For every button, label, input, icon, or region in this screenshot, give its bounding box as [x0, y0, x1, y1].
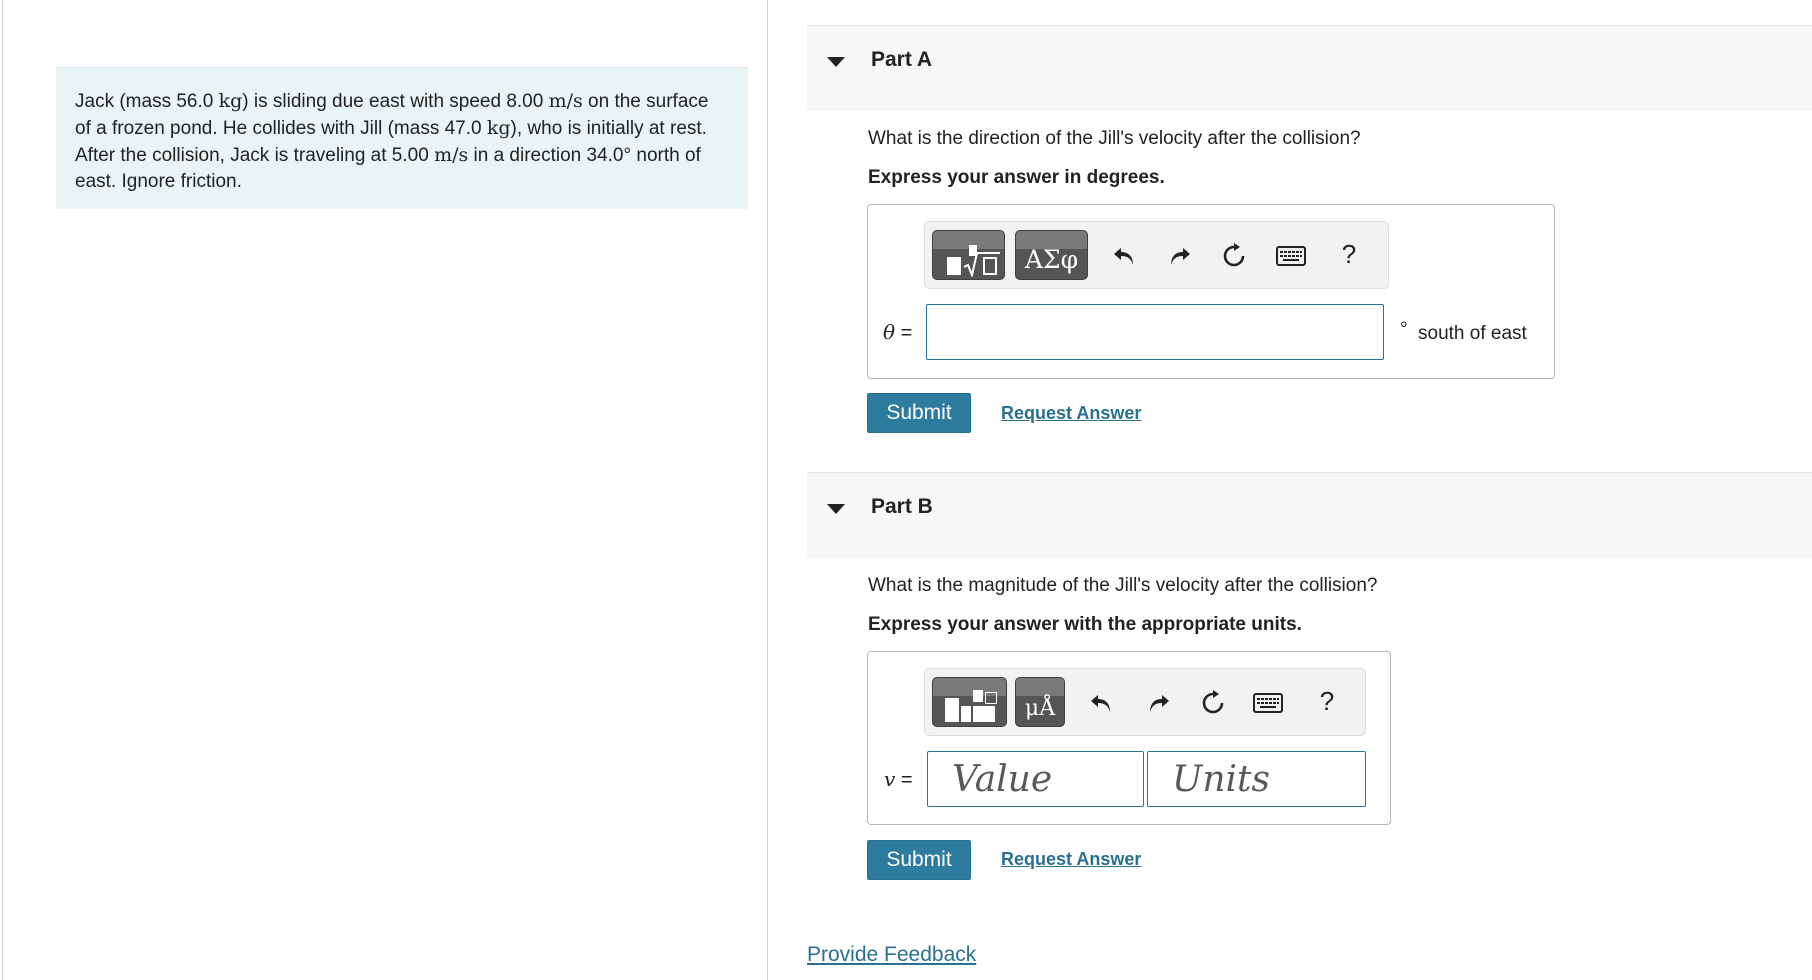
keyboard-icon[interactable] — [1274, 239, 1308, 273]
value-input[interactable] — [927, 751, 1144, 807]
part-b-request-answer-link[interactable]: Request Answer — [1001, 849, 1142, 869]
part-a-request-answer-link[interactable]: Request Answer — [1001, 403, 1142, 423]
problem-statement — [56, 67, 748, 209]
help-icon[interactable]: ? — [1319, 685, 1335, 716]
unit-kg: kg — [218, 90, 243, 112]
help-icon[interactable]: ? — [1341, 238, 1357, 269]
provide-feedback-link[interactable]: Provide Feedback — [807, 943, 977, 966]
part-a-title: Part A — [871, 48, 933, 71]
units-button[interactable] — [1015, 677, 1065, 727]
velocity-variable-label — [884, 767, 913, 792]
part-a-math-toolbar — [924, 221, 1389, 289]
problem-text-1: Jack (mass 56.0 — [75, 91, 219, 112]
problem-text-4: ), who is initially at rest. After the collision, Jack is traveling at 5.00 — [75, 118, 707, 166]
part-a-answer-box — [867, 204, 1555, 379]
part-b-submit-button[interactable]: Submit — [867, 840, 971, 880]
variable-symbol: θ — [883, 320, 896, 344]
direction-unit-label: south of east — [1418, 323, 1527, 344]
collapse-triangle-icon[interactable] — [827, 504, 845, 514]
degree-symbol: ° — [1400, 319, 1408, 340]
undo-icon[interactable] — [1084, 686, 1118, 720]
part-b-question: What is the magnitude of the Jill's velocity after the collision? — [868, 575, 1378, 596]
unit-kg: kg — [486, 117, 511, 139]
reset-icon[interactable] — [1217, 239, 1251, 273]
problem-text-5: in a direction 34.0° north of east. Ignore friction. — [75, 145, 701, 192]
redo-icon[interactable] — [1142, 686, 1176, 720]
equals-sign: = — [895, 322, 913, 344]
panel-divider — [767, 0, 768, 980]
collapse-triangle-icon[interactable] — [827, 57, 845, 67]
sqrt-template-button[interactable] — [932, 230, 1005, 280]
theta-variable-label — [883, 320, 912, 345]
variable-symbol: v — [884, 767, 896, 791]
keyboard-icon[interactable] — [1251, 686, 1285, 720]
equals-sign: = — [895, 769, 913, 791]
part-b-answer-box — [867, 651, 1391, 825]
problem-text-3: on the surface of a frozen pond. He collides with Jill (mass 47.0 — [75, 91, 709, 139]
part-b-title: Part B — [871, 495, 933, 518]
part-a-question: What is the direction of the Jill's velocity after the collision? — [868, 128, 1361, 149]
theta-answer-input[interactable] — [926, 304, 1384, 360]
units-input[interactable] — [1147, 751, 1366, 807]
part-a-header[interactable] — [807, 25, 1812, 111]
unit-mps: m/s — [548, 90, 583, 112]
greek-symbols-button[interactable] — [1015, 230, 1088, 280]
part-b-instruction: Express your answer with the appropriate units. — [868, 614, 1302, 635]
greek-symbols-label: ΑΣφ — [1024, 245, 1079, 274]
part-a-submit-button[interactable]: Submit — [867, 393, 971, 433]
unit-mps: m/s — [434, 144, 469, 166]
part-b-header[interactable] — [807, 472, 1812, 558]
problem-text-2: ) is sliding due east with speed 8.00 — [242, 91, 549, 112]
reset-icon[interactable] — [1196, 686, 1230, 720]
left-border — [2, 0, 3, 980]
templates-button[interactable] — [932, 677, 1007, 727]
undo-icon[interactable] — [1107, 239, 1141, 273]
units-label: μÅ — [1024, 696, 1056, 721]
part-b-math-toolbar — [924, 668, 1366, 736]
redo-icon[interactable] — [1163, 239, 1197, 273]
part-a-instruction: Express your answer in degrees. — [868, 167, 1165, 188]
